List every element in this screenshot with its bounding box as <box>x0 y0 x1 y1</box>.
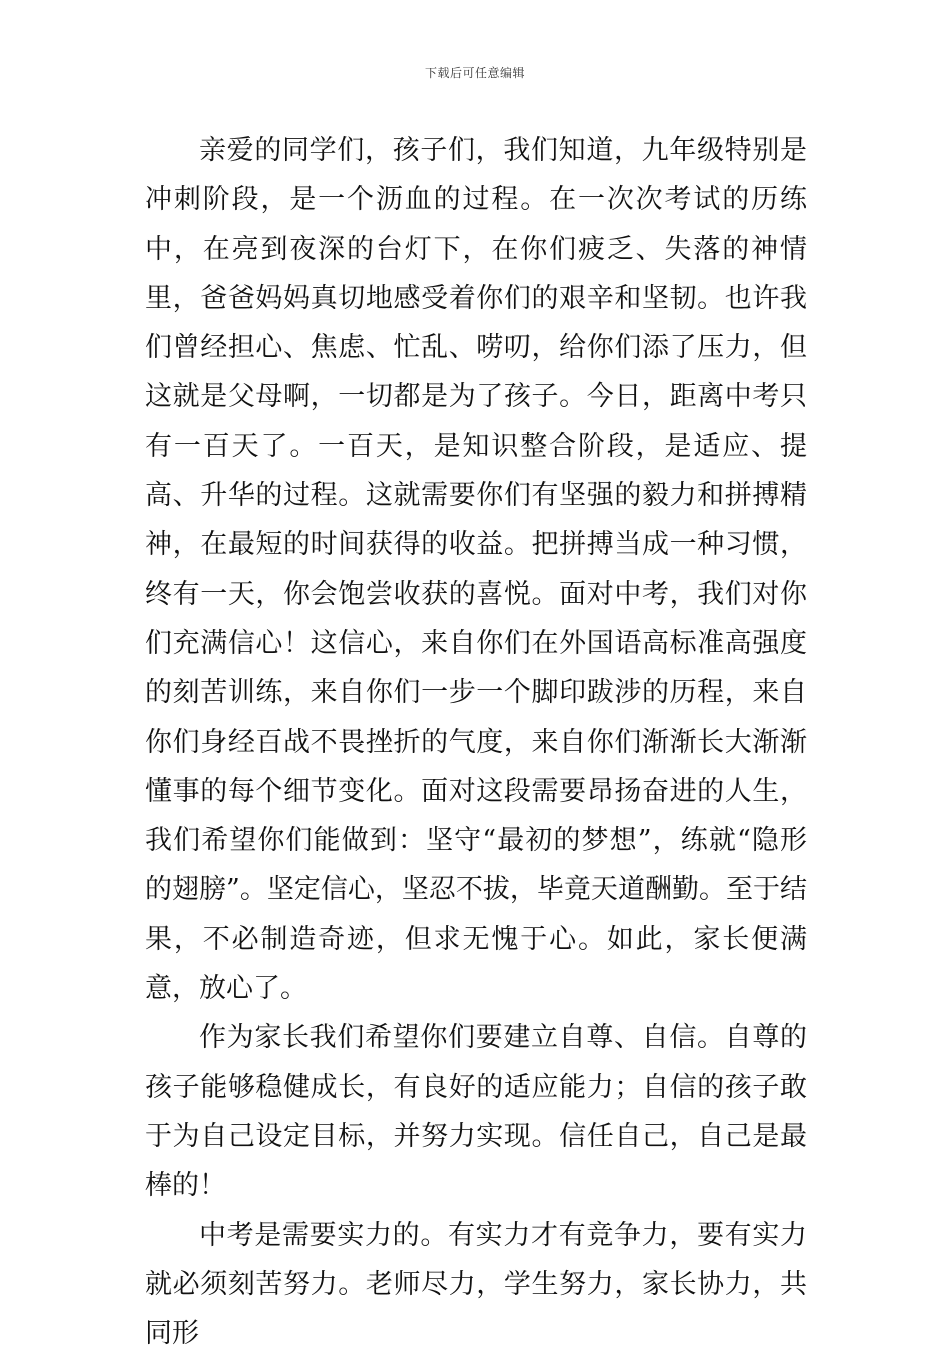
document-body <box>145 126 807 1358</box>
paragraph-3: 中考是需要实力的。有实力才有竞争力，要有实力就必须刻苦努力。老师尽力，学生努力，家长协力，共同形 <box>145 1219 807 1350</box>
paragraph-1: 亲爱的同学们，孩子们，我们知道，九年级特别是冲刺阶段，是一个沥血的过程。在一次次考试的历练中，在亮到夜深的台灯下，在你们疲乏、失落的神情里，爸爸妈妈真切地感受着你们的艰辛和坚韧。也许我们曾经担心、焦虑、忙乱、唠叨，给你们添了压力，但这就是父母啊，一切都是为了孩子。今日，距离中考只有一百天了。一百天，是知识整合阶段，是适应、提高、升华的过程。这就需要你们有坚强的毅力和拼搏精神，在最短的时间获得的收益。把拼搏当成一种习惯，终有一天，你会饱尝收获的喜悦。面对中考，我们对你们充满信心！这信心，来自你们在外国语高标准高强度的刻苦训练，来自你们一步一个脚印跋涉的历程，来自你们身经百战不畏挫折的气度，来自你们渐渐长大渐渐懂事的每个细节变化。面对这段需要昂扬奋进的人生，我们希望你们能做到：坚守“最初的梦想”，练就“隐形的翅膀”。坚定信心，坚忍不拔，毕竟天道酬勤。至于结果，不必制造奇迹，但求无愧于心。如此，家长便满意，放心了。 <box>145 135 807 1005</box>
page-header: 下载后可任意编辑 <box>424 66 525 80</box>
paragraph-2: 作为家长我们希望你们要建立自尊、自信。自尊的孩子能够稳健成长，有良好的适应能力；自信的孩子敢于为自己设定目标，并努力实现。信任自己，自己是最棒的！ <box>145 1022 807 1202</box>
